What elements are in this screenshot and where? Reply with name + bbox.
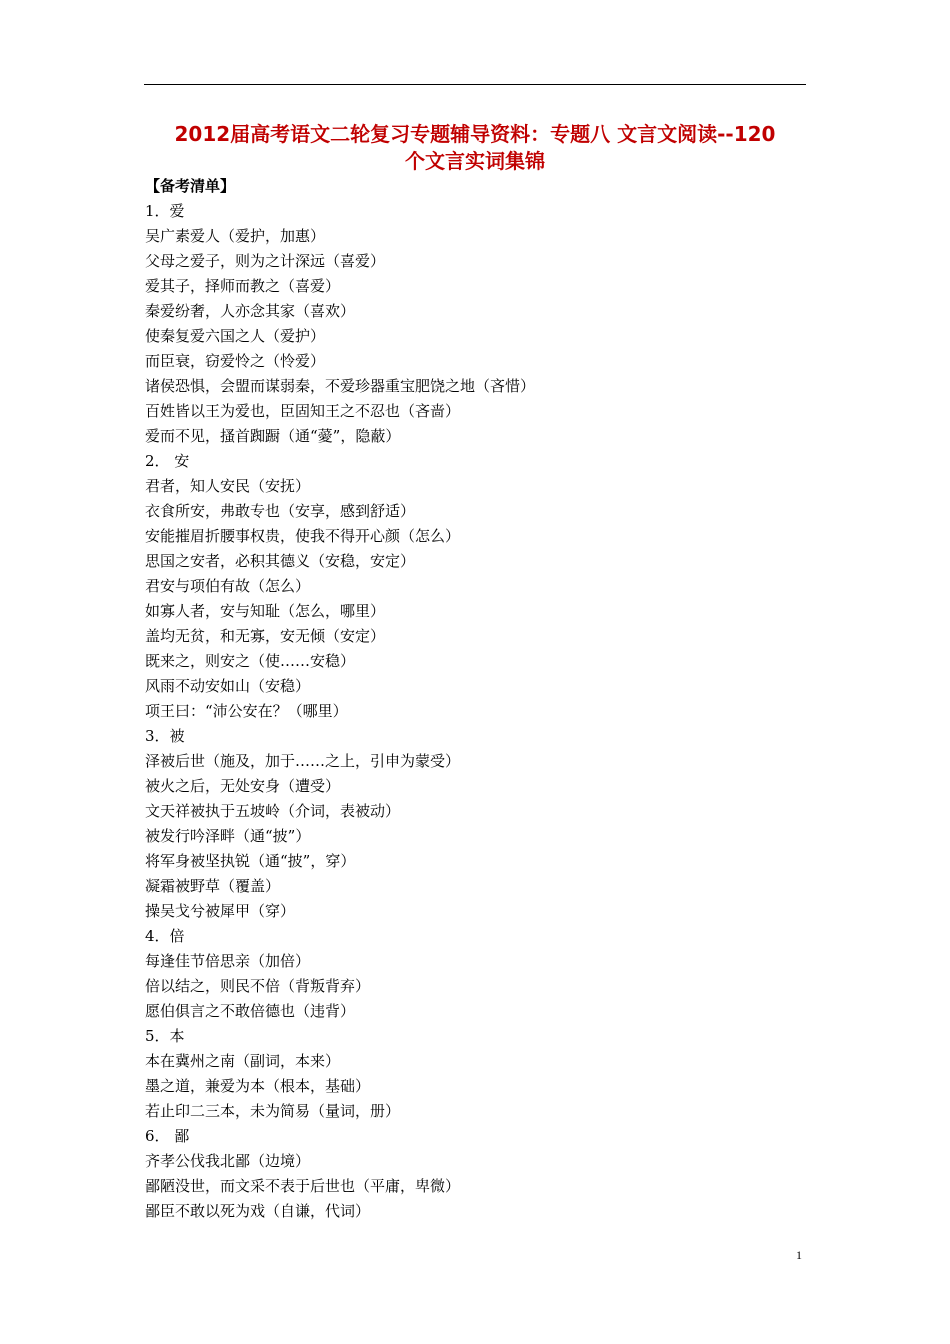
text-line: 鄙臣不敢以死为戏（自谦，代词） <box>145 1202 371 1220</box>
text-line: 3．被 <box>145 727 185 745</box>
text-line: 安能摧眉折腰事权贵，使我不得开心颜（怎么） <box>145 527 461 545</box>
text-line: 君者，知人安民（安抚） <box>145 477 311 495</box>
text-line: 6． 鄙 <box>145 1127 190 1145</box>
document-body <box>145 174 825 1224</box>
text-line: 百姓皆以王为爱也，臣固知王之不忍也（吝啬） <box>145 402 461 420</box>
title-line-2: 个文言实词集锦 <box>405 149 545 173</box>
text-line: 齐孝公伐我北鄙（边境） <box>145 1152 311 1170</box>
text-line: 而臣衰，窃爱怜之（怜爱） <box>145 352 326 370</box>
text-line: 爱而不见，搔首踟蹰（通“薆”，隐蔽） <box>145 427 401 445</box>
text-line: 君安与项伯有故（怎么） <box>145 577 311 595</box>
document-title <box>130 121 820 175</box>
text-line: 文天祥被执于五坡岭（介词，表被动） <box>145 802 401 820</box>
text-line: 爱其子，择师而教之（喜爱） <box>145 277 341 295</box>
text-line: 被火之后，无处安身（遭受） <box>145 777 341 795</box>
title-line-1: 2012届高考语文二轮复习专题辅导资料：专题八 文言文阅读--120 <box>174 122 776 146</box>
text-line: 操吴戈兮被犀甲（穿） <box>145 902 296 920</box>
text-line: 思国之安者，必积其德义（安稳，安定） <box>145 552 416 570</box>
text-line: 5．本 <box>145 1027 185 1045</box>
text-line: 吴广素爱人（爱护，加惠） <box>145 227 326 245</box>
header-rule <box>144 84 806 85</box>
text-line: 将军身被坚执锐（通“披”，穿） <box>145 852 356 870</box>
text-line: 衣食所安，弗敢专也（安享，感到舒适） <box>145 502 416 520</box>
text-line: 父母之爱子，则为之计深远（喜爱） <box>145 252 386 270</box>
section-heading: 【备考清单】 <box>145 177 236 195</box>
text-line: 如寡人者，安与知耻（怎么，哪里） <box>145 602 386 620</box>
text-line: 秦爱纷奢，人亦念其家（喜欢） <box>145 302 356 320</box>
text-line: 鄙陋没世，而文采不表于后世也（平庸，卑微） <box>145 1177 461 1195</box>
text-line: 凝霜被野草（覆盖） <box>145 877 281 895</box>
text-line: 2． 安 <box>145 452 190 470</box>
text-line: 使秦复爱六国之人（爱护） <box>145 327 326 345</box>
text-line: 1．爱 <box>145 202 185 220</box>
text-line: 被发行吟泽畔（通“披”） <box>145 827 311 845</box>
entry-list <box>145 199 825 1224</box>
text-line: 4．倍 <box>145 927 185 945</box>
text-line: 风雨不动安如山（安稳） <box>145 677 311 695</box>
text-line: 愿伯俱言之不敢倍德也（违背） <box>145 1002 356 1020</box>
page-number: 1 <box>796 1248 802 1262</box>
text-line: 泽被后世（施及，加于……之上，引申为蒙受） <box>145 752 461 770</box>
text-line: 本在冀州之南（副词，本来） <box>145 1052 341 1070</box>
text-line: 既来之，则安之（使……安稳） <box>145 652 356 670</box>
text-line: 盖均无贫，和无寡，安无倾（安定） <box>145 627 386 645</box>
text-line: 每逢佳节倍思亲（加倍） <box>145 952 311 970</box>
text-line: 项王曰：“沛公安在？（哪里） <box>145 702 348 720</box>
text-line: 倍以结之，则民不倍（背叛背弃） <box>145 977 371 995</box>
text-line: 墨之道，兼爱为本（根本，基础） <box>145 1077 371 1095</box>
text-line: 若止印二三本，未为简易（量词，册） <box>145 1102 401 1120</box>
text-line: 诸侯恐惧，会盟而谋弱秦，不爱珍器重宝肥饶之地（吝惜） <box>145 377 536 395</box>
